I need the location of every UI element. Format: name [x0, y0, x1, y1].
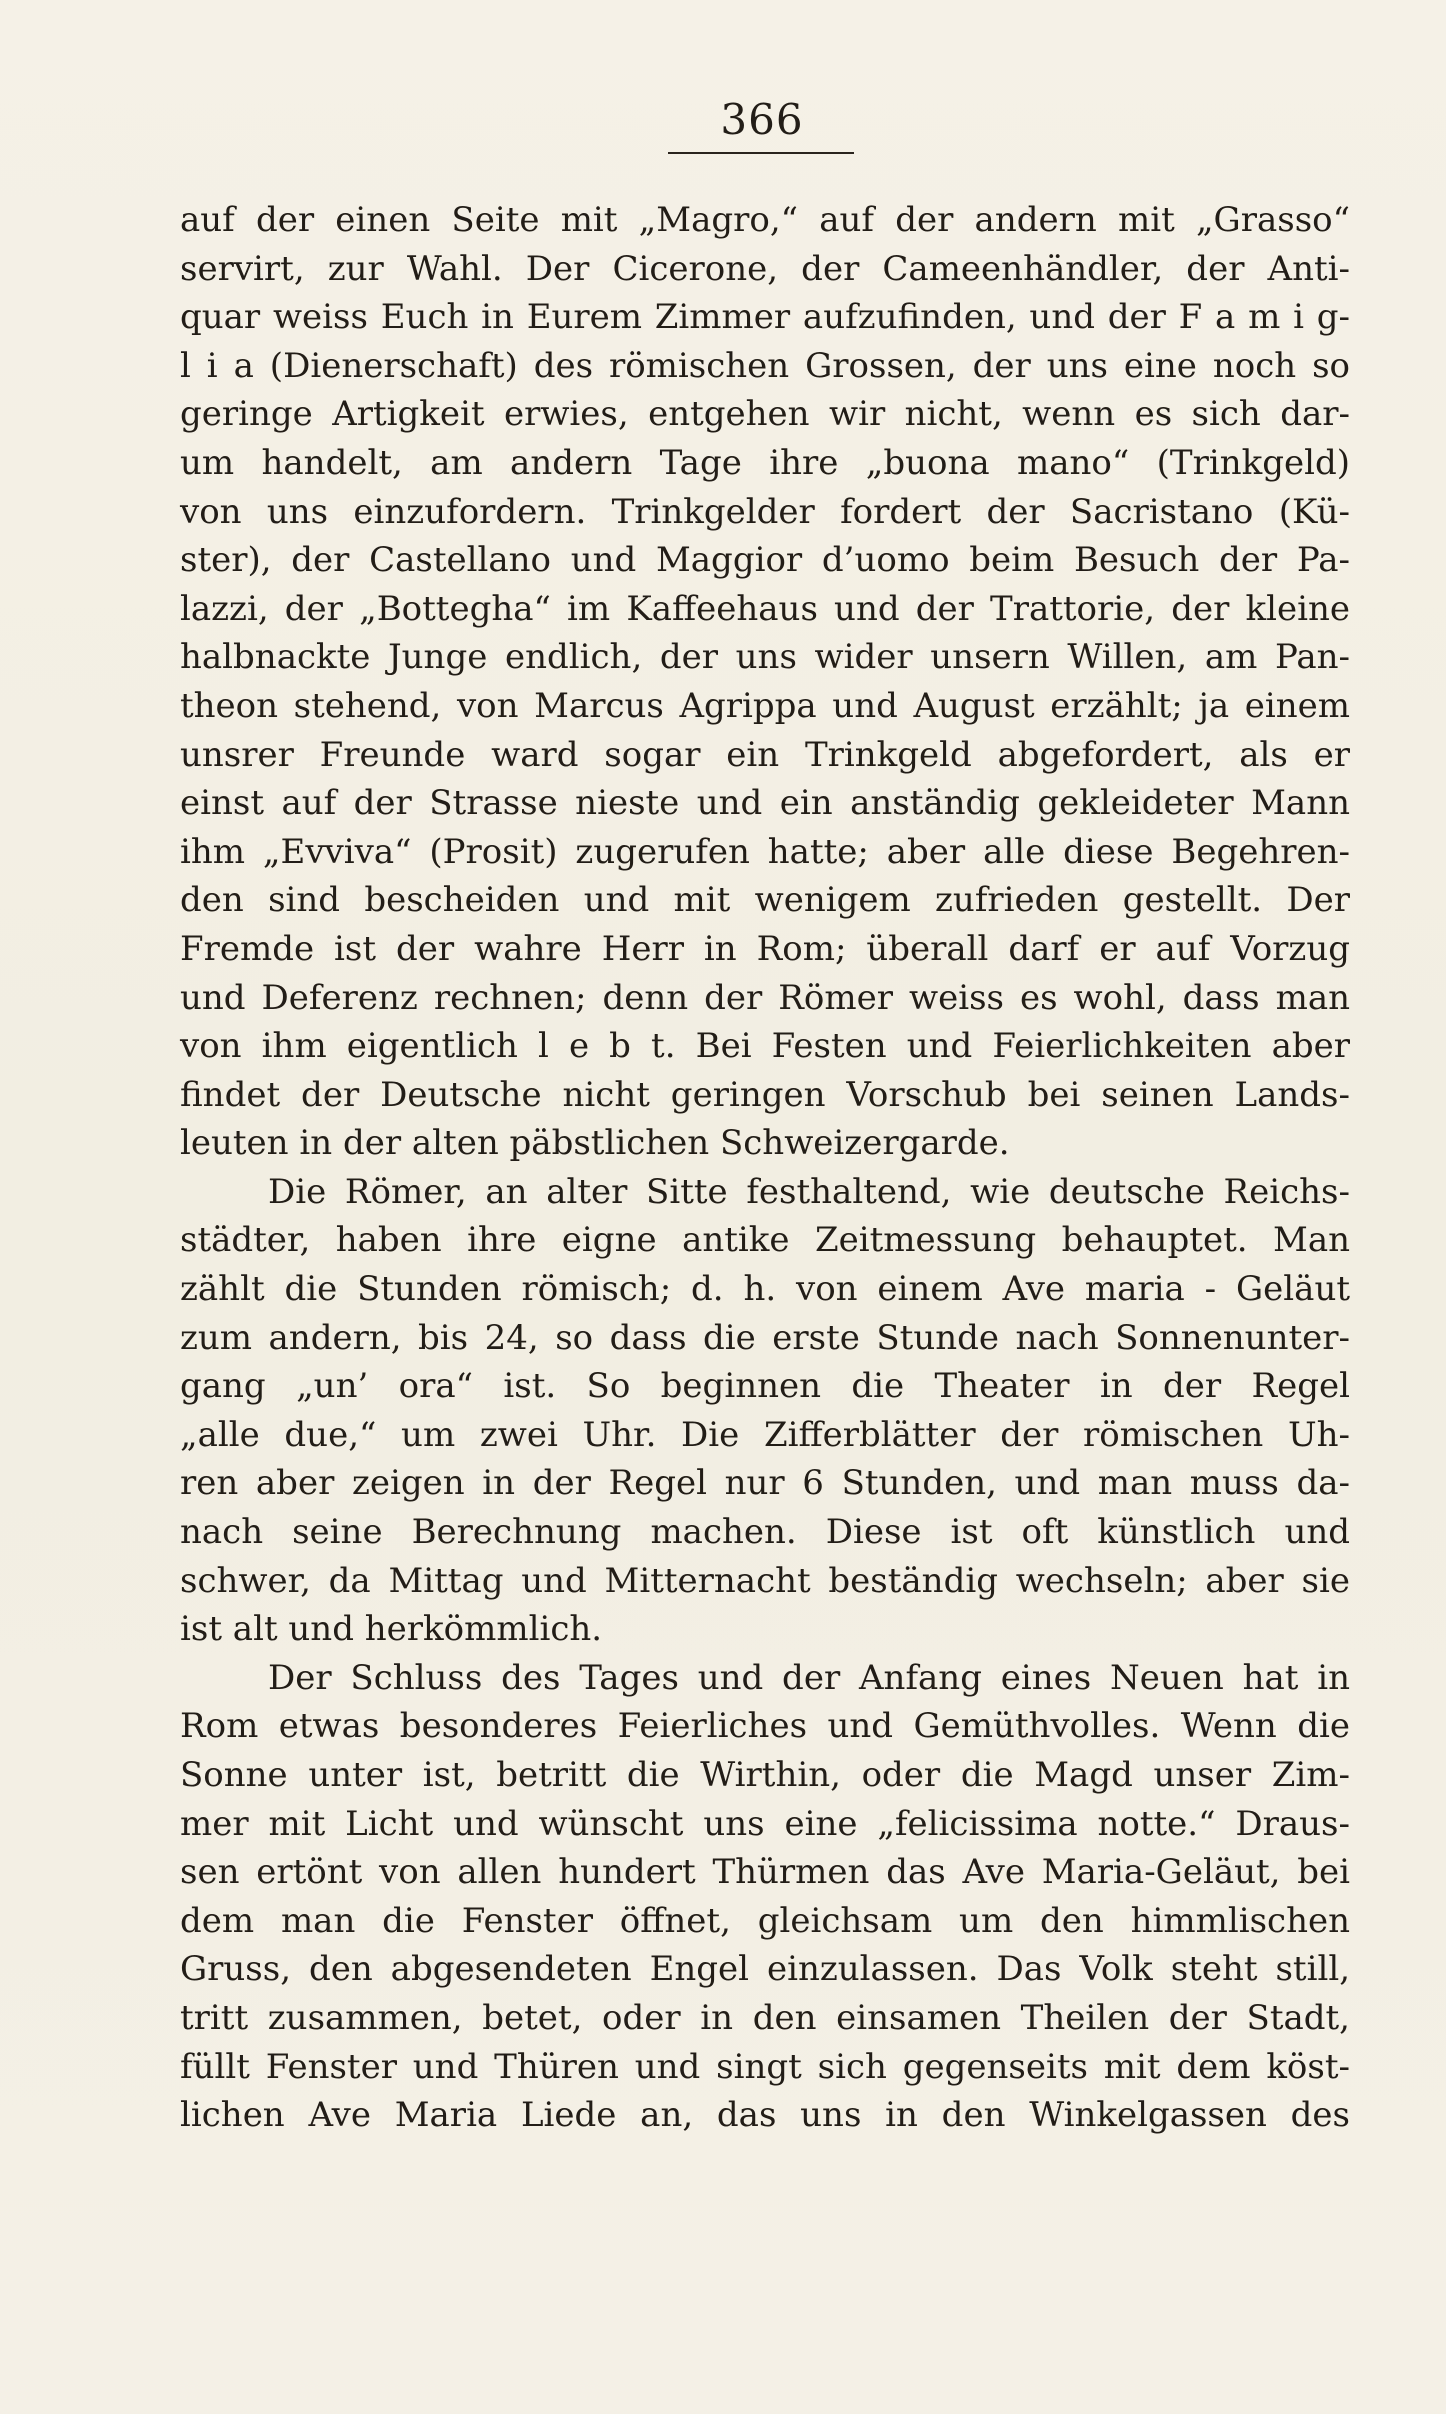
text-line: Rom etwas besonderes Feierliches und Gemüthvolles. Wenn die	[180, 1706, 1350, 1747]
text-line: städter, haben ihre eigne antike Zeitmessung behauptet. Man	[180, 1220, 1350, 1261]
text-line: um handelt, am andern Tage ihre „buona mano“ (Trinkgeld)	[180, 442, 1350, 483]
text-line: findet der Deutsche nicht geringen Vorschub bei seinen Lands-	[180, 1074, 1350, 1115]
text-line: Fremde ist der wahre Herr in Rom; überall darf er auf Vorzug	[180, 928, 1350, 969]
text-line: halbnackte Junge endlich, der uns wider unsern Willen, am Pan-	[180, 637, 1350, 678]
text-line: „alle due,“ um zwei Uhr. Die Zifferblätter der römischen Uh-	[180, 1414, 1350, 1455]
text-line: Sonne unter ist, betritt die Wirthin, oder die Magd unser Zim-	[180, 1755, 1350, 1795]
text-line: einst auf der Strasse nieste und ein anständig gekleideter Mann	[180, 783, 1350, 824]
page-number-rule	[668, 152, 854, 154]
text-line: füllt Fenster und Thüren und singt sich gegenseits mit dem köst-	[180, 2046, 1350, 2087]
text-line: sen ertönt von allen hundert Thürmen das Ave Maria-Geläut, bei	[180, 1852, 1350, 1893]
text-line: von ihm eigentlich l e b t. Bei Festen und Feierlichkeiten aber	[180, 1026, 1350, 1067]
text-line: zählt die Stunden römisch; d. h. von einem Ave maria - Geläut	[180, 1269, 1350, 1310]
text-line: geringe Artigkeit erwies, entgehen wir nicht, wenn es sich dar-	[180, 394, 1350, 435]
text-line: ist alt und herkömmlich.	[180, 1609, 603, 1650]
text-line: mer mit Licht und wünscht uns eine „felicissima notte.“ Draus-	[180, 1803, 1350, 1844]
text-line: von uns einzufordern. Trinkgelder fordert der Sacristano (Kü-	[180, 491, 1350, 532]
text-line: lichen Ave Maria Liede an, das uns in den Winkelgassen des	[180, 2095, 1350, 2136]
text-line: den sind bescheiden und mit wenigem zufrieden gestellt. Der	[180, 880, 1350, 921]
text-line: lazzi, der „Bottegha“ im Kaffeehaus und der Trattorie, der kleine	[180, 588, 1350, 629]
text-line: Die Römer, an alter Sitte festhaltend, wie deutsche Reichs-	[268, 1171, 1350, 1212]
text-line: tritt zusammen, betet, oder in den einsamen Theilen der Stadt,	[180, 1997, 1350, 2038]
text-line: und Deferenz rechnen; denn der Römer weiss es wohl, dass man	[180, 977, 1350, 1018]
text-line: schwer, da Mittag und Mitternacht beständig wechseln; aber sie	[180, 1560, 1350, 1601]
text-line: ren aber zeigen in der Regel nur 6 Stunden, und man muss da-	[180, 1463, 1350, 1504]
text-line: Gruss, den abgesendeten Engel einzulassen. Das Volk steht still,	[180, 1949, 1350, 1990]
page-number: 366	[720, 95, 804, 144]
text-line: zum andern, bis 24, so dass die erste Stunde nach Sonnenunter-	[180, 1317, 1350, 1358]
text-line: ihm „Evviva“ (Prosit) zugerufen hatte; aber alle diese Begehren-	[180, 831, 1350, 872]
text-line: theon stehend, von Marcus Agrippa und August erzählt; ja einem	[180, 685, 1350, 726]
text-line: gang „un’ ora“ ist. So beginnen die Theater in der Regel	[180, 1366, 1350, 1407]
text-line: l i a (Dienerschaft) des römischen Grossen, der uns eine noch so	[180, 345, 1350, 386]
text-line: leuten in der alten päbstlichen Schweizergarde.	[180, 1123, 1010, 1164]
text-line: auf der einen Seite mit „Magro,“ auf der andern mit „Grasso“	[180, 200, 1350, 240]
text-line: unsrer Freunde ward sogar ein Trinkgeld abgefordert, als er	[180, 734, 1350, 775]
text-line: nach seine Berechnung machen. Diese ist oft künstlich und	[180, 1512, 1350, 1553]
text-line: Der Schluss des Tages und der Anfang eines Neuen hat in	[268, 1657, 1350, 1698]
text-line: servirt, zur Wahl. Der Cicerone, der Cameenhändler, der Anti-	[180, 248, 1350, 289]
text-line: dem man die Fenster öffnet, gleichsam um den himmlischen	[180, 1900, 1350, 1941]
text-line: ster), der Castellano und Maggior d’uomo beim Besuch der Pa-	[180, 540, 1350, 581]
body-text	[180, 196, 1350, 2140]
text-line: quar weiss Euch in Eurem Zimmer aufzufinden, und der F a m i g-	[180, 297, 1350, 338]
